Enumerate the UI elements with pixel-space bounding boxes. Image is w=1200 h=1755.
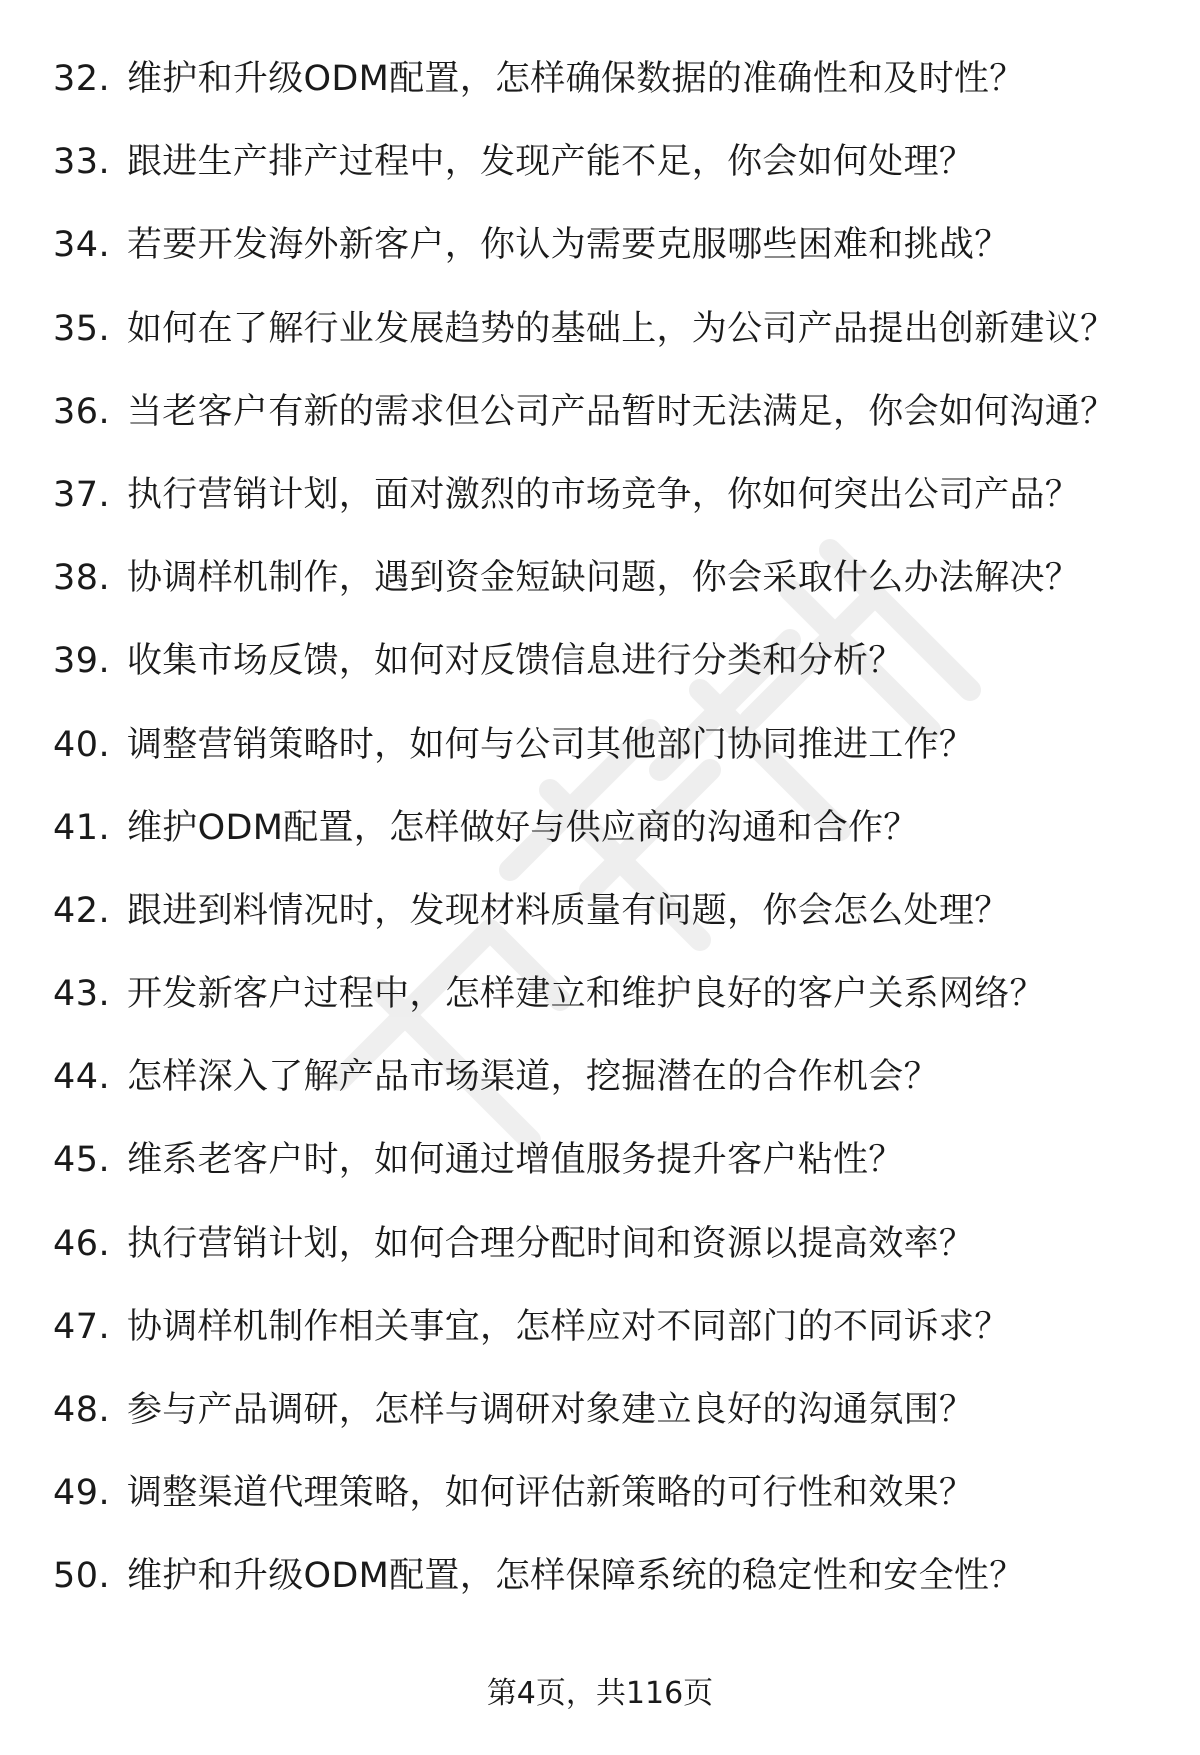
question-text: 开发新客户过程中，怎样建立和维护良好的客户关系网络？ [127, 974, 1045, 1015]
question-item-35 [0, 288, 1200, 371]
question-text: 调整渠道代理策略，如何评估新策略的可行性和效果？ [127, 1473, 975, 1514]
question-number: 32. [53, 59, 111, 99]
question-number: 36. [53, 391, 111, 432]
question-item-44 [0, 1036, 1200, 1119]
question-text: 跟进到料情况时，发现材料质量有问题，你会怎么处理？ [127, 890, 1010, 931]
question-number: 34. [53, 225, 111, 266]
question-number: 40. [53, 724, 111, 765]
page-number-label: 第4页，共116页 [486, 1676, 714, 1711]
question-number: 46. [53, 1223, 111, 1264]
question-number: 37. [53, 474, 111, 515]
question-item-50 [0, 1535, 1200, 1618]
question-number: 49. [53, 1473, 111, 1514]
question-text: 如何在了解行业发展趋势的基础上，为公司产品提出创新建议？ [127, 308, 1116, 349]
question-item-34 [0, 204, 1200, 287]
question-number: 43. [53, 974, 111, 1015]
question-item-48 [0, 1369, 1200, 1452]
question-text: 参与产品调研，怎样与调研对象建立良好的沟通氛围？ [127, 1390, 975, 1430]
question-text: 协调样机制作相关事宜，怎样应对不同部门的不同诉求？ [127, 1306, 1010, 1347]
question-item-38 [0, 537, 1200, 620]
question-number: 41. [53, 807, 111, 848]
question-text: 执行营销计划，面对激烈的市场竞争，你如何突出公司产品？ [127, 474, 1081, 515]
page-footer [0, 1668, 1200, 1712]
question-item-36 [0, 371, 1200, 454]
question-item-45 [0, 1119, 1200, 1202]
question-text: 跟进生产排产过程中，发现产能不足，你会如何处理？ [127, 142, 975, 183]
question-item-40 [0, 704, 1200, 787]
question-number: 42. [53, 890, 111, 931]
question-item-33 [0, 121, 1200, 204]
question-number: 48. [53, 1390, 111, 1430]
question-item-42 [0, 870, 1200, 953]
question-number: 38. [53, 558, 111, 599]
question-item-49 [0, 1452, 1200, 1535]
question-text: 维系老客户时，如何通过增值服务提升客户粘性？ [127, 1140, 904, 1181]
question-number: 45. [53, 1140, 111, 1181]
question-number: 47. [53, 1306, 111, 1347]
question-number: 35. [53, 308, 111, 349]
question-item-43 [0, 953, 1200, 1036]
question-text: 维护和升级ODM配置，怎样保障系统的稳定性和安全性？ [127, 1556, 1025, 1597]
question-number: 39. [53, 641, 111, 682]
question-text: 若要开发海外新客户，你认为需要克服哪些困难和挑战？ [127, 225, 1010, 266]
question-text: 当老客户有新的需求但公司产品暂时无法满足，你会如何沟通？ [127, 391, 1116, 432]
question-text: 收集市场反馈，如何对反馈信息进行分类和分析？ [127, 641, 904, 682]
question-item-39 [0, 620, 1200, 703]
question-item-32 [0, 38, 1200, 121]
question-text: 维护ODM配置，怎样做好与供应商的沟通和合作？ [127, 807, 919, 848]
question-list [0, 38, 1200, 1619]
question-item-37 [0, 454, 1200, 537]
question-number: 33. [53, 142, 111, 183]
question-text: 协调样机制作，遇到资金短缺问题，你会采取什么办法解决？ [127, 558, 1081, 599]
question-number: 44. [53, 1057, 111, 1098]
question-text: 执行营销计划，如何合理分配时间和资源以提高效率？ [127, 1223, 975, 1264]
question-number: 50. [53, 1556, 111, 1597]
question-item-41 [0, 787, 1200, 870]
question-text: 维护和升级ODM配置，怎样确保数据的准确性和及时性？ [127, 59, 1025, 99]
question-text: 调整营销策略时，如何与公司其他部门协同推进工作？ [127, 724, 975, 765]
question-item-46 [0, 1203, 1200, 1286]
question-text: 怎样深入了解产品市场渠道，挖掘潜在的合作机会？ [127, 1057, 939, 1098]
question-item-47 [0, 1286, 1200, 1369]
